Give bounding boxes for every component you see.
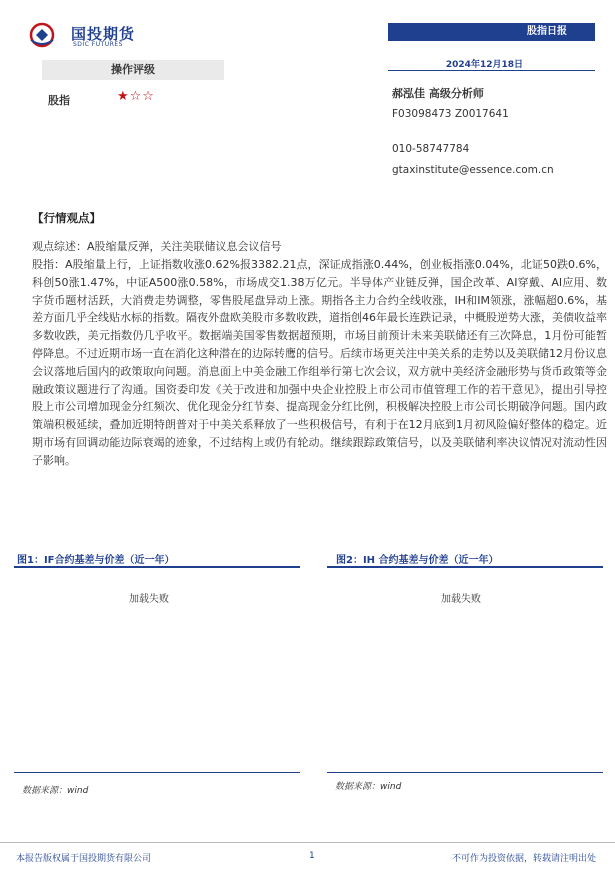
report-date: 2024年12月18日 — [445, 60, 523, 70]
summary-paragraph: 观点综述：A股缩量反弹，关注美联储议息会议信号 — [32, 240, 282, 253]
footer-copyright: 本报告版权属于国投期货有限公司 — [16, 854, 152, 864]
report-type-banner: 股指日报 — [388, 23, 595, 40]
figure-2-source: 数据来源：wind — [335, 782, 402, 792]
section-title: 【行情观点】 — [32, 211, 101, 225]
body-paragraph: 股指：A股缩量上行，上证指数收涨0.62%报3382.21点，深证成指涨0.44%，创业板指涨0.04%，北证50跌0.6%，科创50涨1.47%，中证A500涨0.58%，市场成交1.38万亿元。半导体产业链反弹，国企改革、AI穿戴、AI应用、数字货币题材活跃，大消费走势调整，零售股尾盘异动上涨。期指各主力合约全线收涨，IH和IM领涨，涨幅超0.6%，基差方面几乎全线贴水标的指数。隔夜外盘欧美股市多数收跌，道指创46年最长连跌记录，中概股逆势大涨，美债收益率多数收跌，美元指数仍几乎收平。数据端美国零售数据超预期，市场目前预计未来美联储还有三次降息，1月份可能暂停降息。不过近期市场一直在消化这种潜在的边际转鹰的信号。后续市场更关注中美关系的走势以及美联储12月份议息会议落地后国内的政策取向问题。消息面上中美金融工作组举行第七次会议，双方就中美经济金融形势与货币政策等金融政策议题进行了沟通。国资委印发《关于改进和加强中央企业控股上市公司市值管理工作的若干意见》，提出引导控股上市公司增加现金分红频次、优化现金分红节奏、提高现金分红比例，积极解决控股上市公司长期破净问题。国内政策端积极延续，叠加近期特朗普对于中美关系释放了一些积极信号，有利于在12月底到1月初风险偏好整体的稳定。近期市场有回调动能边际衰竭的迹象，不过结构上或仍有轮动。继续跟踪政策信号，以及美联储利率决议情况对流动性因子影响。 — [32, 258, 607, 467]
figure-2-placeholder: 加载失败 — [441, 594, 481, 605]
figure-2-title: 图2：IH 合约基差与价差（近一年） — [336, 555, 499, 566]
rating-label: 股指 — [48, 94, 70, 107]
figure-1-bottom-rule — [14, 772, 300, 773]
page-number: 1 — [309, 851, 315, 861]
analyst-name: 郝泓佳 高级分析师 — [392, 87, 484, 100]
figure-2-bottom-rule — [327, 772, 603, 773]
date-rule — [388, 70, 595, 71]
analyst-cert: F03098473 Z0017641 — [392, 108, 509, 120]
figure-1-top-rule — [14, 566, 300, 568]
analyst-phone: 010-58747784 — [392, 143, 470, 155]
figure-1-title: 图1：IF合约基差与价差（近一年） — [17, 555, 175, 566]
header-rule — [388, 40, 595, 41]
rating-stars-icon: ★☆☆ — [117, 89, 155, 104]
footer-disclaimer: 不可作为投资依据，转载请注明出处 — [452, 854, 597, 864]
logo-text: 国投期货 — [71, 25, 136, 43]
figure-2-top-rule — [327, 566, 603, 568]
figure-1-placeholder: 加载失败 — [129, 594, 169, 605]
logo-subtext: SDIC FUTURES — [73, 41, 123, 48]
rating-heading: 操作评级 — [42, 60, 224, 80]
footer-rule — [0, 842, 615, 843]
figure-1-source: 数据来源：wind — [22, 786, 89, 796]
analyst-email: gtaxinstitute@essence.com.cn — [392, 164, 554, 176]
